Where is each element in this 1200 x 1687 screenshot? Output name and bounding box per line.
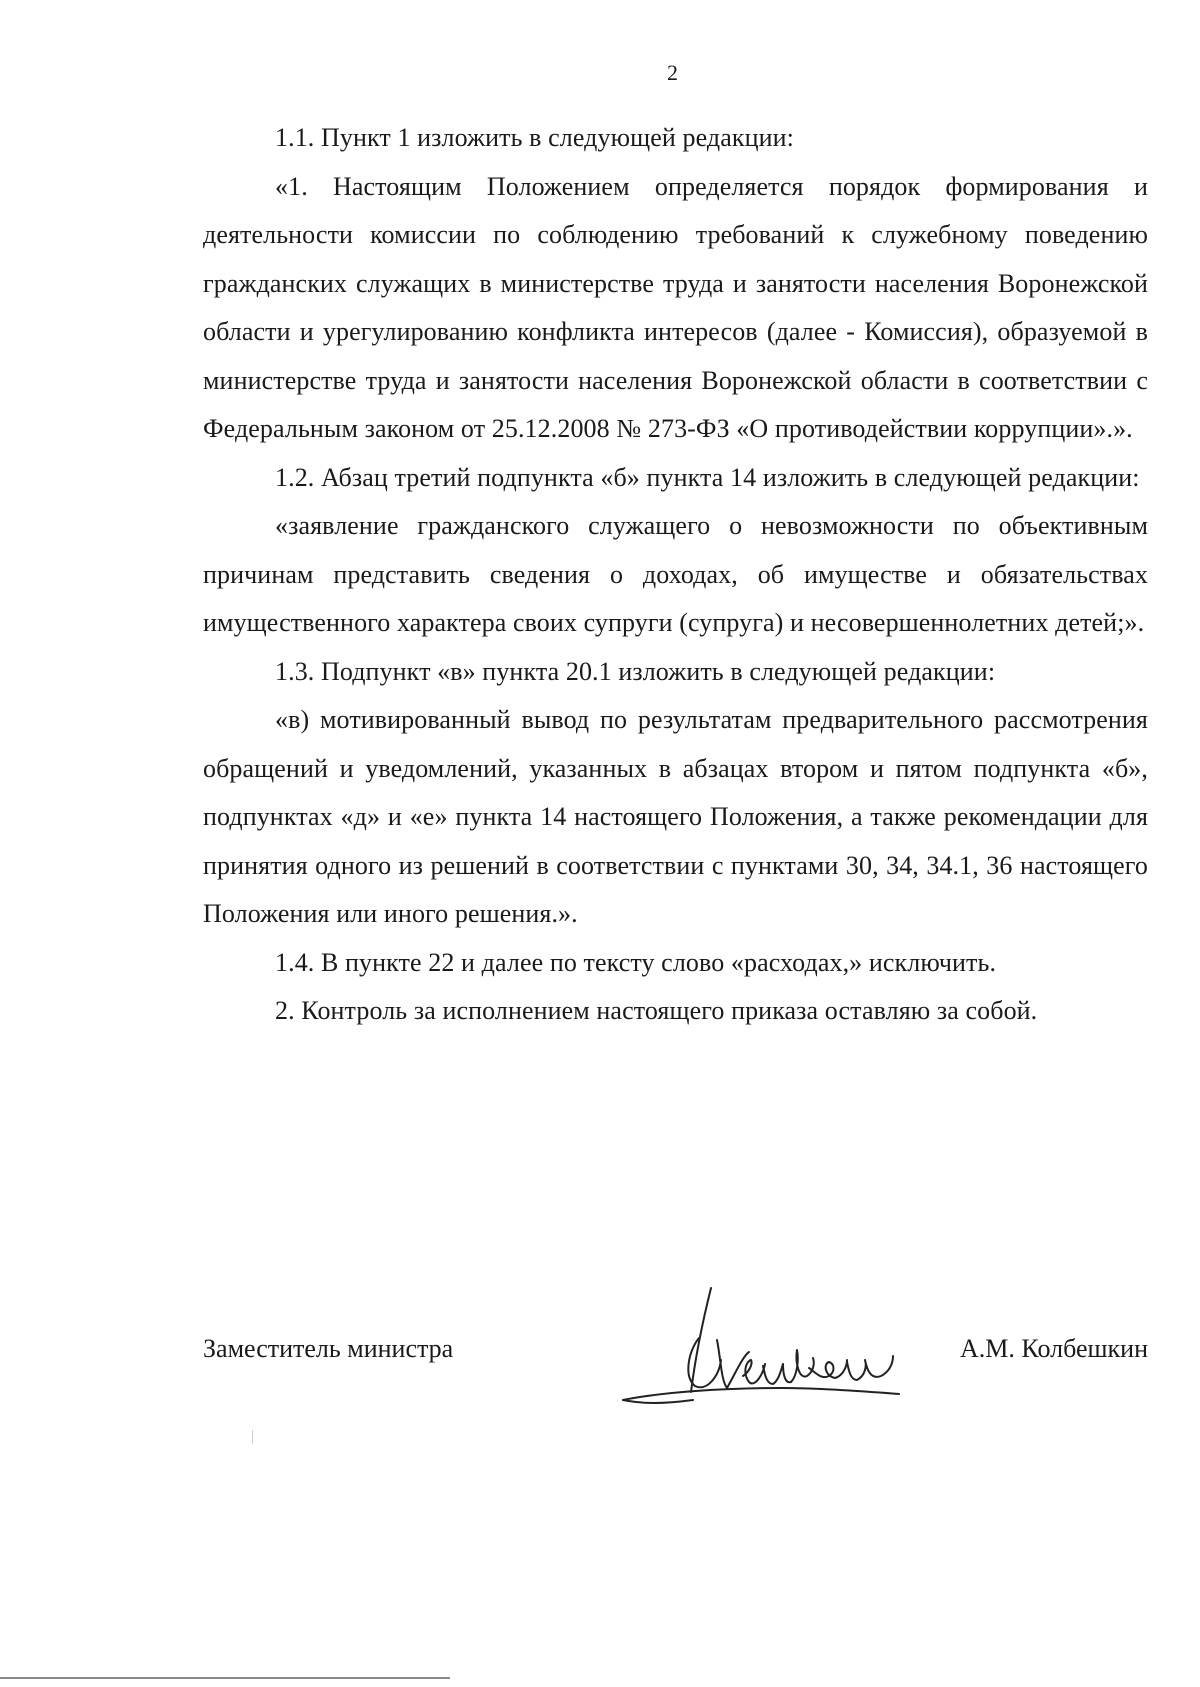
signatory-position: Заместитель министра [203, 1334, 454, 1363]
paragraph-quote-3: «в) мотивированный вывод по результатам предварительного рассмотрения обращений и уведомлений, указанных в абзацах втором и пятом подпункта «б», подпунктах «д» и «е» пункта 14 настоящего Положения, а также рекомендации для принятия одного из решений в соответствии с пунктами 30, 34, 34.1, 36 настоящего Положения или иного решения.». [203, 705, 1148, 928]
paragraph-1-4: 1.4. В пункте 22 и далее по тексту слово «расходах,» исключить. [275, 947, 997, 977]
paragraph-quote-2: «заявление гражданского служащего о невозможности по объективным причинам представить сведения о доходах, об имуществе и обязательствах имущественного характера своих супруги (супруга) и несовершеннолетних детей;». [203, 511, 1148, 637]
signatory-name: А.М. Колбешкин [960, 1334, 1148, 1363]
paragraph-2: 2. Контроль за исполнением настоящего приказа оставляю за собой. [275, 996, 1038, 1025]
paragraph-1-3: 1.3. Подпункт «в» пункта 20.1 изложить в следующей редакции: [275, 656, 996, 686]
scan-artifact [252, 1430, 253, 1444]
paragraph-1-1: 1.1. Пункт 1 изложить в следующей редакции: [275, 123, 794, 152]
paragraph-quote-1: «1. Настоящим Положением определяется порядок формирования и деятельности комиссии по соблюдению требований к служебному поведению гражданских служащих в министерстве труда и занятости населения Воронежской области и урегулированию конфликта интересов (далее - Комиссия), образуемой в министерстве труда и занятости населения Воронежской области в соответствии с Федеральным законом от 25.12.2008 № 273-ФЗ «О противодействии коррупции».». [203, 171, 1148, 443]
paragraph-1-2: 1.2. Абзац третий подпункта «б» пункта 14 изложить в следующей редакции: [275, 462, 1140, 492]
page-number-value: 2 [667, 60, 678, 85]
document-body [203, 114, 1148, 1036]
signature-block [203, 1326, 1148, 1416]
handwritten-signature [603, 1280, 903, 1410]
scan-edge-line [0, 1677, 450, 1679]
